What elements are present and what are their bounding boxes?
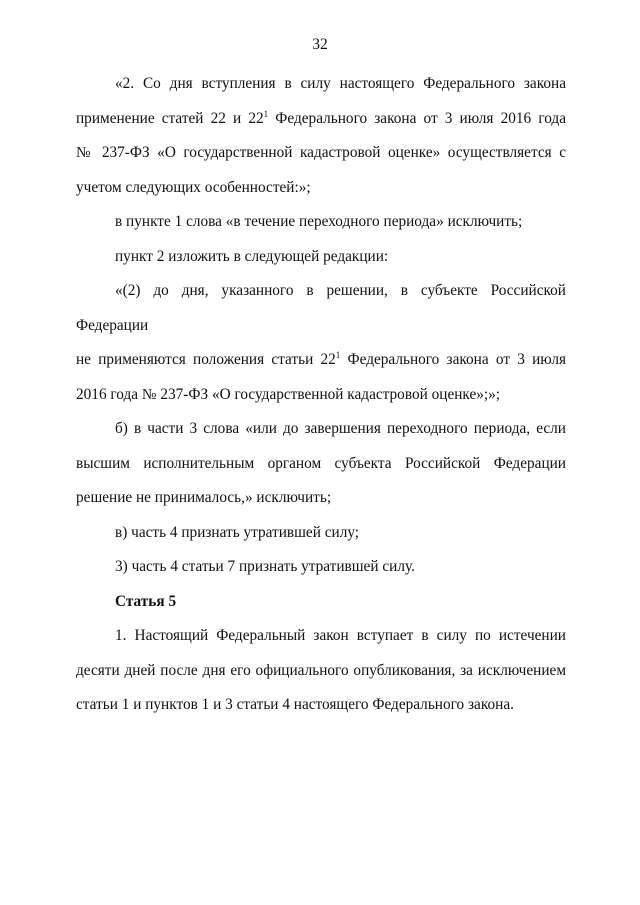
text-line [76,343,566,378]
text-fragment: Федерального закона от 3 июля [340,351,566,368]
superscript: 1 [335,350,341,360]
text-line: высшим исполнительным органом субъекта Российской Федерации [76,454,566,472]
text-line: статьи 1 и пунктов 1 и 3 статьи 4 настоящего Федерального закона. [76,696,514,713]
page-number: 32 [312,36,328,53]
paragraph-v: в) часть 4 признать утратившей силу; [115,523,360,541]
paragraph-item-2: пункт 2 изложить в следующей редакции: [115,247,389,265]
text-line: «2. Со дня вступления в силу настоящего Федерального закона [115,75,566,92]
text-line: б) в части 3 слова «или до завершения переходного периода, если [115,420,566,437]
text-fragment: не применяются положения статьи 22 [76,351,336,368]
paragraph-amendment-2 [76,67,566,205]
text-line: № 237-ФЗ «О государственной кадастровой оценке» осуществляется с [76,144,566,161]
text-line: «(2) до дня, указанного в решении, в субъекте Российской Федерации [76,282,566,334]
text-line: учетом следующих особенностей:»; [76,178,311,196]
text-line: десяти дней после дня его официального опубликования, за исключением [76,661,566,679]
paragraph-item-1: в пункте 1 слова «в течение переходного периода» исключить; [115,213,523,230]
paragraph-new-wording [76,274,566,412]
article-heading: Статья 5 [115,592,177,610]
paragraph-article-5-1 [76,619,566,723]
text-fragment: применение статей 22 и 22 [76,109,264,127]
text-line: 1. Настоящий Федеральный закон вступает в силу по истечении [115,627,566,644]
text-line: решение не принималось,» исключить; [76,489,332,506]
text-fragment: Федерального закона от 3 июля 2016 года [268,109,566,127]
document-body [76,67,566,723]
paragraph-b [76,412,566,516]
text-line: 2016 года № 237-ФЗ «О государственной кадастровой оценке»;»; [76,385,501,403]
paragraph-3: 3) часть 4 статьи 7 признать утратившей силу. [115,558,415,575]
text-line [76,102,566,137]
superscript: 1 [263,108,269,119]
